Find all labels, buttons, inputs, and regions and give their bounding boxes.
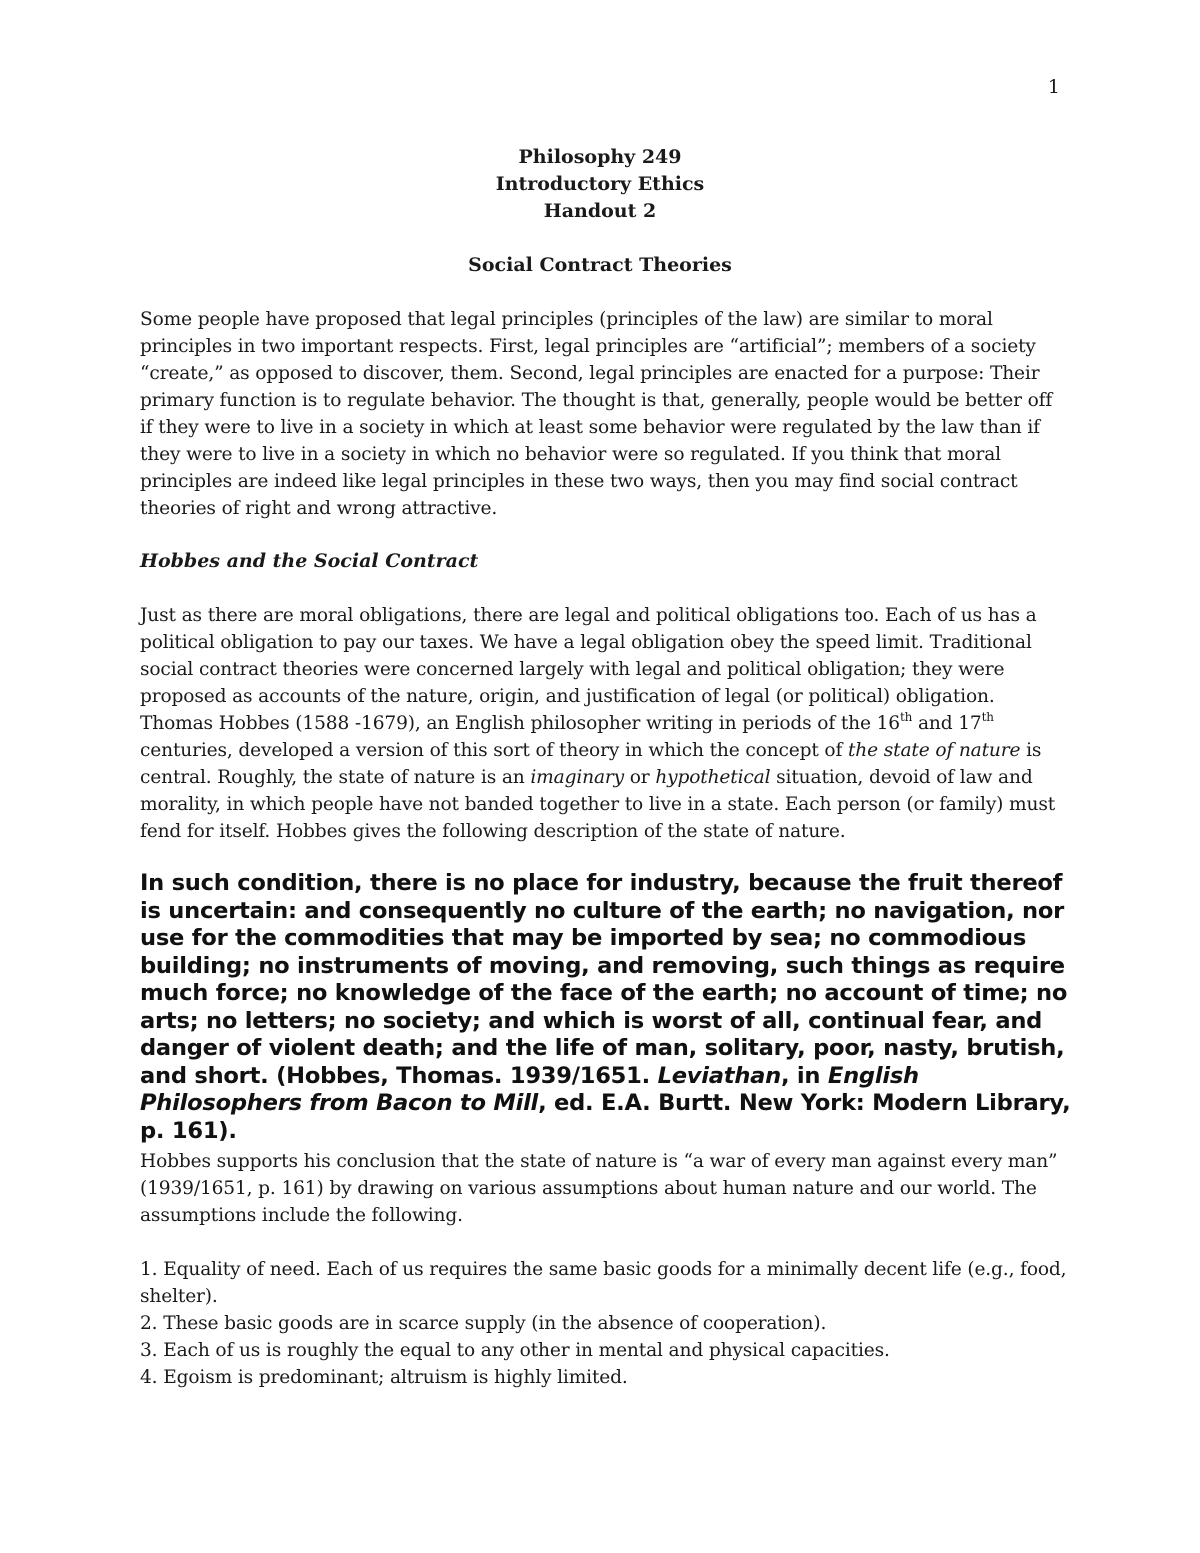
subheading: Hobbes and the Social Contract xyxy=(140,550,479,572)
hobbes-paragraph: Just as there are moral obligations, there are legal and political obligations too. Each of us has a political obligation to pay our taxes. We have a legal obligation obey the speed limit. Traditional social contract theories were concerned largely with legal and political obligation; they were proposed as accounts of the nature, origin, and justification of legal (or political) obligation. Thomas Hobbes (1588 -1679), an English philosopher writing in periods of the 16th and 17th centuries, developed a version of this sort of theory in which the concept of the state of nature is central. Roughly, the state of nature is an imaginary or hypothetical situation, devoid of law and morality, in which people have not banded together to live in a state. Each person (or family) must fend for itself. Hobbes gives the following description of the state of nature. xyxy=(140,605,1056,842)
handout-label: Handout 2 xyxy=(543,200,657,222)
hobbes-quote: In such condition, there is no place for industry, because the fruit thereof is uncertain: and consequently no culture of the earth; no navigation, nor use for the commodities that may be imported by sea; no commodious building; no instruments of moving, and removing, such things as require much force; no knowledge of the face of the earth; no account of time; no arts; no letters; no society; and which is worst of all, continual fear, and danger of violent death; and the life of man, solitary, poor, nasty, brutish, and short. (Hobbes, Thomas. 1939/1651. Leviathan, in English Philosophers from Bacon to Mill, ed. E.A. Burtt. New York: Modern Library, p. 161). xyxy=(140,870,1071,1144)
list-item: 1. Equality of need. Each of us requires the same basic goods for a minimally decent life (e.g., food, shelter). xyxy=(140,1259,1067,1307)
list-item: 3. Each of us is roughly the equal to any other in mental and physical capacities. xyxy=(140,1340,890,1361)
assumptions-paragraph: Hobbes supports his conclusion that the state of nature is “a war of every man against every man” (1939/1651, p. 161) by drawing on various assumptions about human nature and our world. The assumptions include the following. xyxy=(140,1151,1058,1226)
intro-paragraph: Some people have proposed that legal principles (principles of the law) are similar to moral principles in two important respects. First, legal principles are “artificial”; members of a society “create,” as opposed to discover, them. Second, legal principles are enacted for a purpose: Their primary function is to regulate behavior. The thought is that, generally, people would be better off if they were to live in a society in which at least some behavior were regulated by the law than if they were to live in a society in which no behavior were so regulated. If you think that moral principles are indeed like legal principles in these two ways, then you may find social contract theories of right and wrong attractive. xyxy=(140,309,1053,519)
page-number: 1 xyxy=(1047,76,1060,98)
document-header xyxy=(140,144,1060,225)
list-item: 4. Egoism is predominant; altruism is highly limited. xyxy=(140,1367,628,1388)
course-title: Introductory Ethics xyxy=(495,173,705,195)
assumptions-list xyxy=(140,1256,1070,1391)
section-title: Social Contract Theories xyxy=(468,254,732,276)
course-number: Philosophy 249 xyxy=(518,146,682,168)
list-item: 2. These basic goods are in scarce supply (in the absence of cooperation). xyxy=(140,1313,827,1334)
